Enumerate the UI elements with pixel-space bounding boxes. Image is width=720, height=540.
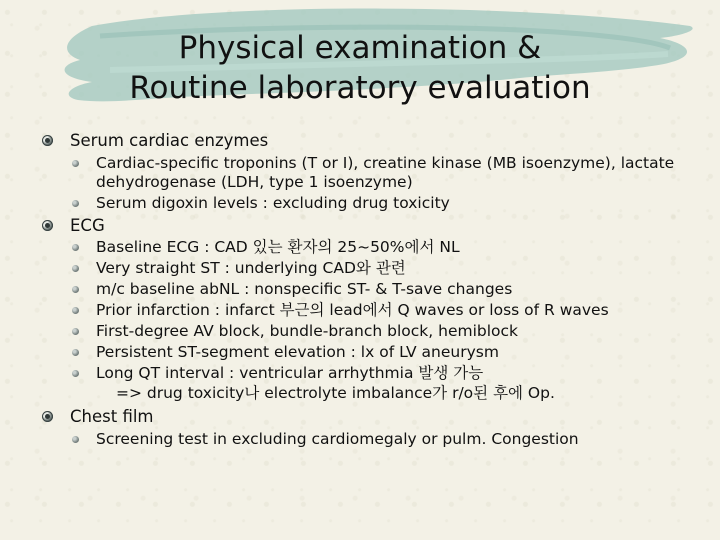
sub-bullet-icon [72, 200, 79, 207]
sub-bullet-icon [72, 160, 79, 167]
list-item: Baseline ECG : CAD 있는 환자의 25~50%에서 NL [40, 238, 710, 257]
list-item: Persistent ST-segment elevation : lx of LV aneurysm [40, 343, 710, 362]
section-chest-film [40, 406, 710, 449]
list-item: Serum digoxin levels : excluding drug toxicity [40, 194, 710, 213]
sub-bullet-icon [72, 307, 79, 314]
list-item: Prior infarction : infarct 부근의 lead에서 Q waves or loss of R waves [40, 301, 710, 320]
bullet-icon [42, 135, 53, 146]
sub-bullet-icon [72, 328, 79, 335]
sub-bullet-icon [72, 286, 79, 293]
title-line-2: Routine laboratory evaluation [129, 70, 591, 106]
list-item: Very straight ST : underlying CAD와 관련 [40, 259, 710, 278]
slide-content [40, 128, 710, 449]
list-item: Screening test in excluding cardiomegaly or pulm. Congestion [40, 430, 710, 449]
list-item: Long QT interval : ventricular arrhythmia 발생 가능 [40, 364, 710, 383]
sub-bullet-icon [72, 244, 79, 251]
bullet-icon [42, 220, 53, 231]
slide-title [0, 28, 720, 108]
continuation-line: => drug toxicity나 electrolyte imbalance가 r/o된 후에 Op. [116, 384, 555, 402]
section-heading: ECG [70, 215, 105, 235]
list-item: m/c baseline abNL : nonspecific ST- & T-save changes [40, 280, 710, 299]
sub-bullet-icon [72, 265, 79, 272]
sub-bullet-icon [72, 436, 79, 443]
list-item: First-degree AV block, bundle-branch block, hemiblock [40, 322, 710, 341]
section-serum-cardiac-enzymes [40, 130, 710, 213]
section-heading: Chest film [70, 407, 154, 426]
list-item: Cardiac-specific troponins (T or I), creatine kinase (MB isoenzyme), lactate dehydrogenase (LDH, type 1 isoenzyme) [40, 154, 710, 192]
sub-bullet-icon [72, 349, 79, 356]
title-line-1: Physical examination & [178, 30, 542, 66]
bullet-icon [42, 411, 53, 422]
section-heading: Serum cardiac enzymes [70, 131, 269, 150]
sub-bullet-icon [72, 370, 79, 377]
section-ecg [40, 215, 710, 405]
